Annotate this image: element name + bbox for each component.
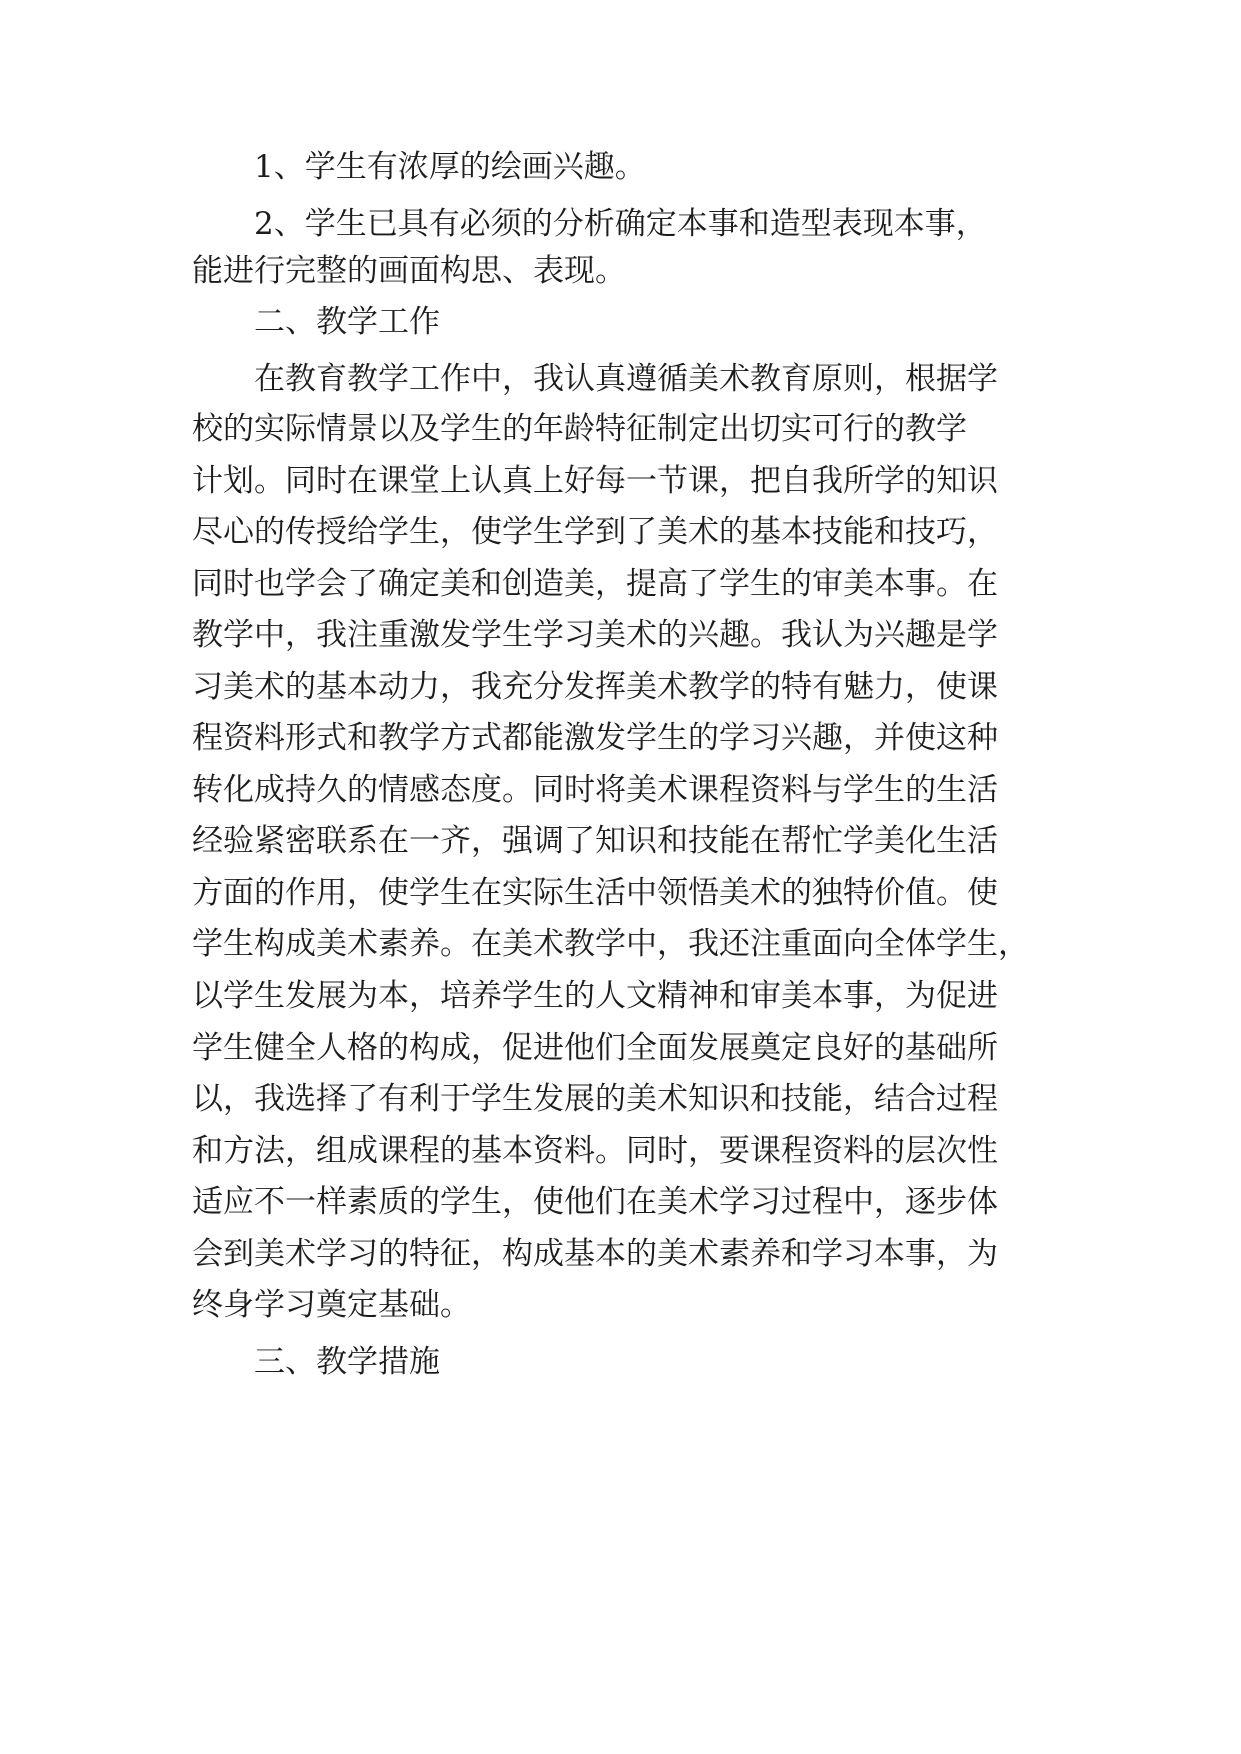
- list-item-2: 2、学生已具有必须的分析确定本事和造型表现本事，: [254, 206, 987, 242]
- paragraph-line: 计划。同时在课堂上认真上好每一节课，把自我所学的知识: [192, 463, 998, 499]
- paragraph-line: 转化成持久的情感态度。同时将美术课程资料与学生的生活: [192, 772, 998, 808]
- paragraph-line: 在教育教学工作中，我认真遵循美术教育原则，根据学: [254, 361, 998, 397]
- paragraph-line: 以学生发展为本，培养学生的人文精神和审美本事，为促进: [192, 978, 998, 1014]
- paragraph-line: 同时也学会了确定美和创造美，提高了学生的审美本事。在: [192, 566, 998, 602]
- paragraph-line: 教学中，我注重激发学生学习美术的兴趣。我认为兴趣是学: [192, 617, 998, 653]
- paragraph-line: 方面的作用，使学生在实际生活中领悟美术的独特价值。使: [192, 875, 998, 911]
- paragraph-line: 程资料形式和教学方式都能激发学生的学习兴趣，并使这种: [192, 720, 998, 756]
- paragraph-line: 会到美术学习的特征，构成基本的美术素养和学习本事，为: [192, 1236, 998, 1272]
- paragraph-line: 和方法，组成课程的基本资料。同时，要课程资料的层次性: [192, 1133, 998, 1169]
- paragraph-line: 经验紧密联系在一齐，强调了知识和技能在帮忙学美化生活: [192, 823, 998, 859]
- paragraph-line: 尽心的传授给学生，使学生学到了美术的基本技能和技巧，: [192, 514, 998, 550]
- paragraph-line: 终身学习奠定基础。: [192, 1287, 471, 1323]
- paragraph-line: 习美术的基本动力，我充分发挥美术教学的特有魅力，使课: [192, 669, 998, 705]
- paragraph-line: 以，我选择了有利于学生发展的美术知识和技能，结合过程: [192, 1081, 998, 1117]
- list-item-2-continued: 能进行完整的画面构思、表现。: [192, 253, 626, 289]
- paragraph-line: 校的实际情景以及学生的年龄特征制定出切实可行的教学: [192, 411, 967, 447]
- section-heading-teaching-work: 二、教学工作: [254, 304, 440, 340]
- list-item-1: 1、学生有浓厚的绘画兴趣。: [254, 149, 646, 185]
- section-heading-teaching-measures: 三、教学措施: [254, 1344, 440, 1380]
- paragraph-line: 学生构成美术素养。在美术教学中，我还注重面向全体学生，: [192, 926, 1029, 962]
- paragraph-line: 适应不一样素质的学生，使他们在美术学习过程中，逐步体: [192, 1184, 998, 1220]
- paragraph-line: 学生健全人格的构成，促进他们全面发展奠定良好的基础所: [192, 1030, 998, 1066]
